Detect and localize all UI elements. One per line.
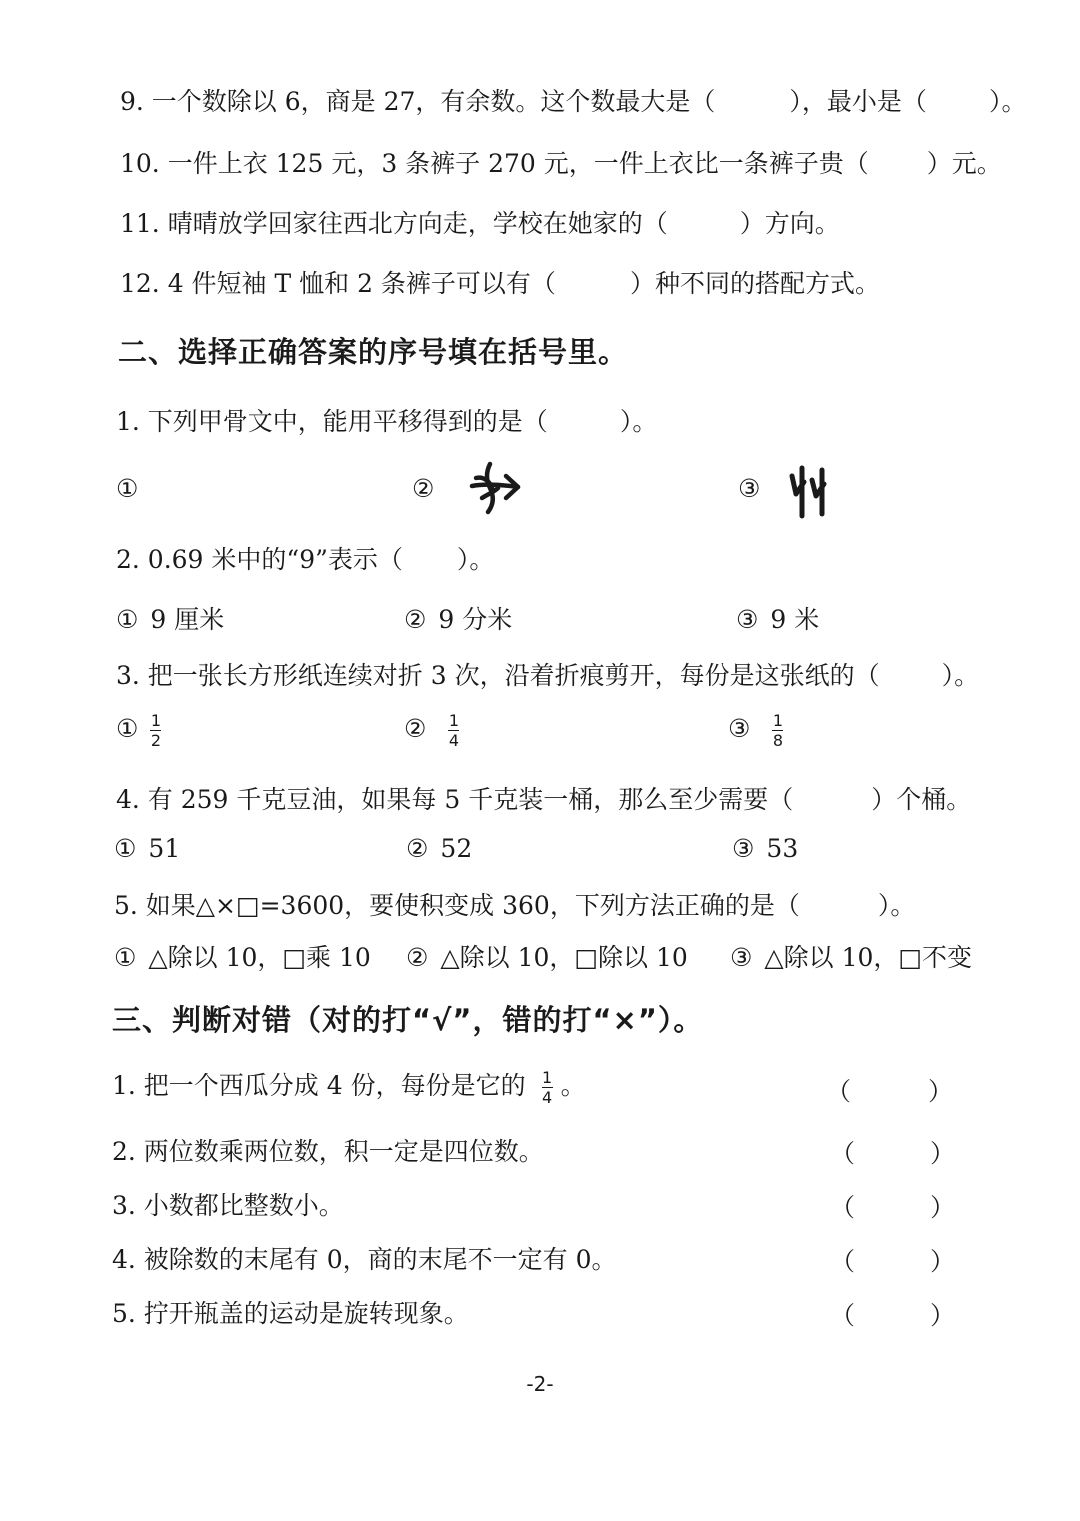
answer-paren-close: ） xyxy=(930,1193,956,1222)
s2-q4-option-2[interactable]: ② 52 xyxy=(406,834,473,863)
judge-answer-blank[interactable] xyxy=(860,1072,926,1102)
s2-q5-option-3[interactable]: ③ △除以 10，□不变 xyxy=(730,943,973,972)
answer-paren-open: （ xyxy=(830,1301,856,1330)
oracle-bone-grass-glyph xyxy=(786,464,836,520)
question-11: 11. 晴晴放学回家往西北方向走，学校在她家的（ ）方向。 xyxy=(120,209,840,238)
question-12: 12. 4 件短袖 T 恤和 2 条裤子可以有（ ）种不同的搭配方式。 xyxy=(120,269,880,298)
judge-answer-blank[interactable] xyxy=(864,1134,930,1164)
s2-question-4: 4. 有 259 千克豆油，如果每 5 千克装一桶，那么至少需要（ ）个桶。 xyxy=(116,785,972,814)
judge-answer-blank[interactable] xyxy=(864,1242,930,1272)
question-9: 9. 一个数除以 6，商是 27，有余数。这个数最大是（ ），最小是（ ）。 xyxy=(120,87,1027,116)
s2-question-5: 5. 如果△×□=3600，要使积变成 360，下列方法正确的是（ ）。 xyxy=(114,891,916,920)
judge-answer-blank[interactable] xyxy=(864,1296,930,1326)
answer-paren-close: ） xyxy=(930,1139,956,1168)
fraction: $\frac{1}{8}$ xyxy=(772,711,784,750)
s2-q2-option-1[interactable]: ① 9 厘米 xyxy=(116,605,225,634)
fraction: $\frac{1}{4}$ xyxy=(448,711,460,750)
s2-q4-option-1[interactable]: ① 51 xyxy=(114,834,181,863)
answer-paren-open: （ xyxy=(830,1193,856,1222)
answer-paren-close: ） xyxy=(930,1301,956,1330)
section-3-title: 三、判断对错（对的打“√”，错的打“×”）。 xyxy=(112,1003,704,1037)
answer-paren-close: ） xyxy=(930,1247,956,1276)
question-10: 10. 一件上衣 125 元，3 条裤子 270 元，一件上衣比一条裤子贵（ ）元。 xyxy=(120,149,1002,178)
s2-question-1: 1. 下列甲骨文中，能用平移得到的是（ ）。 xyxy=(116,407,658,436)
s3-question-2: 2. 两位数乘两位数，积一定是四位数。 xyxy=(112,1137,544,1166)
s3-question-5: 5. 拧开瓶盖的运动是旋转现象。 xyxy=(112,1299,469,1328)
answer-paren-open: （ xyxy=(830,1139,856,1168)
s2-q2-option-2[interactable]: ② 9 分米 xyxy=(404,605,513,634)
answer-paren-open: （ xyxy=(826,1077,852,1106)
page-number: -2- xyxy=(526,1372,554,1396)
s2-q1-option-3[interactable]: ③ xyxy=(738,474,761,503)
s2-q3-option-2[interactable]: ② $\frac{1}{4}$ xyxy=(404,711,460,750)
judge-answer-blank[interactable] xyxy=(864,1188,930,1218)
s2-q3-option-1[interactable]: ① $\frac{1}{2}$ xyxy=(116,711,162,750)
answer-paren-open: （ xyxy=(830,1247,856,1276)
fraction: $\frac{1}{4}$ xyxy=(541,1068,553,1107)
s3-question-4: 4. 被除数的末尾有 0，商的末尾不一定有 0。 xyxy=(112,1245,617,1274)
fraction: $\frac{1}{2}$ xyxy=(150,711,162,750)
section-2-title: 二、选择正确答案的序号填在括号里。 xyxy=(118,335,629,369)
s2-question-2: 2. 0.69 米中的“9”表示（ ）。 xyxy=(116,545,495,574)
oracle-bone-bird-glyph xyxy=(466,458,524,516)
s2-q5-option-1[interactable]: ① △除以 10，□乘 10 xyxy=(114,943,371,972)
s2-q5-option-2[interactable]: ② △除以 10，□除以 10 xyxy=(406,943,688,972)
s2-q1-option-1[interactable]: ① xyxy=(116,474,139,503)
answer-paren-close: ） xyxy=(928,1077,954,1106)
s2-q3-option-3[interactable]: ③ $\frac{1}{8}$ xyxy=(728,711,784,750)
s3-question-3: 3. 小数都比整数小。 xyxy=(112,1191,344,1220)
s2-q4-option-3[interactable]: ③ 53 xyxy=(732,834,799,863)
s2-question-3: 3. 把一张长方形纸连续对折 3 次，沿着折痕剪开，每份是这张纸的（ ）。 xyxy=(116,661,980,690)
s2-q1-option-2[interactable]: ② xyxy=(412,474,435,503)
s2-q2-option-3[interactable]: ③ 9 米 xyxy=(736,605,820,634)
s3-question-1: 1. 把一个西瓜分成 4 份，每份是它的 $\frac{1}{4}$ 。 xyxy=(112,1068,586,1107)
